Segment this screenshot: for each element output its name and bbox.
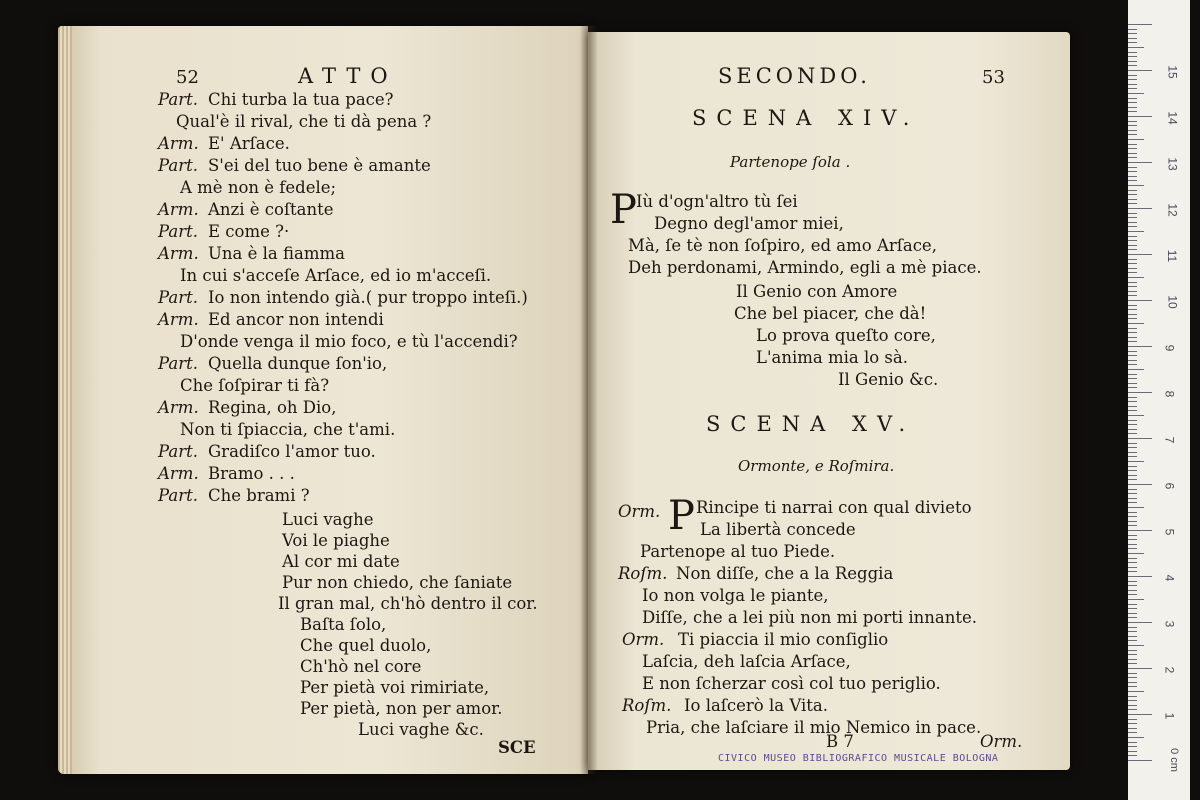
speaker: Arm. [158,244,199,263]
ruler-tick [1128,723,1137,724]
ruler-tick [1128,351,1137,352]
ruler-tick [1128,286,1137,287]
ruler-tick [1128,443,1137,444]
aria-line: Baſta ſolo, [300,615,387,634]
speaker: Part. [158,442,198,461]
page-edges [58,26,72,774]
ruler-tick [1128,714,1152,715]
ruler-tick [1128,489,1137,490]
verse-line: Partenope al tuo Piede. [640,542,836,561]
ruler-tick [1128,562,1137,563]
ruler-tick [1128,420,1137,421]
drop-cap: P [610,187,637,233]
ruler-tick [1128,355,1137,356]
verse-line: S'ei del tuo bene è amante [208,156,431,175]
ruler-tick [1128,535,1137,536]
ruler-tick [1128,732,1137,733]
ruler-tick [1128,153,1137,154]
ruler-number: 15 [1165,65,1180,79]
verse-line: Io non volga le piante, [642,586,829,605]
ruler-tick [1128,217,1137,218]
right-page [588,32,1070,770]
speaker: Arm. [158,310,199,329]
aria-line: Che bel piacer, che dà! [734,304,927,323]
ruler-tick [1128,760,1152,761]
ruler-tick [1128,470,1137,471]
ruler-number: 4 [1162,574,1177,582]
ruler-tick [1128,213,1137,214]
ruler-tick [1128,249,1137,250]
scene-heading: SCENA XV. [706,412,916,436]
ruler-tick [1128,498,1137,499]
ruler-tick [1128,203,1137,204]
ruler-tick [1128,116,1152,117]
ruler-tick [1128,654,1137,655]
library-stamp: CIVICO MUSEO BIBLIOGRAFICO MUSICALE BOLOGNA [718,753,999,764]
ruler-tick [1128,456,1137,457]
ruler-tick [1128,328,1137,329]
ruler-tick [1128,682,1137,683]
speaker: Part. [158,288,198,307]
ruler-tick [1128,346,1152,347]
ruler-number: 8 [1162,390,1177,398]
ruler-tick [1128,599,1144,600]
verse-line: Deh perdonami, Armindo, egli a mè piace. [628,258,982,277]
ruler-tick [1128,696,1137,697]
ruler-tick [1128,199,1137,200]
ruler-tick [1128,337,1137,338]
ruler-tick [1128,433,1137,434]
ruler-number: 11 [1165,249,1180,263]
ruler-tick [1128,139,1144,140]
ruler-tick [1128,429,1137,430]
ruler-number: 5 [1162,528,1177,536]
aria-line: Ch'hò nel core [300,657,422,676]
ruler-tick [1128,369,1144,370]
verse-line: Quella dunque ſon'io, [208,354,388,373]
ruler-tick [1128,755,1137,756]
ruler-tick [1128,263,1137,264]
ruler-tick [1128,401,1137,402]
ruler-tick [1128,245,1137,246]
ruler-tick [1128,544,1137,545]
ruler-tick [1128,700,1137,701]
ruler-tick [1128,604,1137,605]
ruler-tick [1128,111,1137,112]
ruler-tick [1128,576,1152,577]
ruler-tick [1128,502,1137,503]
ruler-tick [1128,236,1137,237]
ruler-tick [1128,539,1137,540]
running-head-right: SECONDO. [718,64,871,88]
ruler-tick [1128,558,1137,559]
ruler-number: 2 [1162,666,1177,674]
ruler-tick [1128,659,1137,660]
ruler-number: 12 [1165,203,1180,217]
ruler-tick [1128,332,1137,333]
ruler-tick [1128,314,1137,315]
speaker: Part. [158,222,198,241]
ruler-tick [1128,167,1137,168]
speaker: Part. [158,354,198,373]
verse-line: Qual'è il rival, che ti dà pena ? [176,112,432,131]
ruler-tick [1128,452,1137,453]
verse-line: Io laſcerò la Vita. [684,696,828,715]
ruler-tick [1128,309,1137,310]
ruler-tick [1128,208,1152,209]
verse-line: Non diſſe, che a la Reggia [676,564,894,583]
aria-line: Il gran mal, ch'hò dentro il cor. [278,594,538,613]
ruler-tick [1128,709,1137,710]
ruler-tick [1128,222,1137,223]
ruler-tick [1128,295,1137,296]
verse-line: D'onde venga il mio foco, e tù l'accendi? [180,332,518,351]
catchword-left: SCE [498,738,536,757]
ruler-tick [1128,134,1137,135]
ruler-tick [1128,148,1137,149]
ruler-tick [1128,627,1137,628]
ruler-tick [1128,268,1137,269]
speaker: Arm. [158,134,199,153]
ruler-tick [1128,493,1137,494]
speaker: Arm. [158,200,199,219]
ruler-tick [1128,617,1137,618]
ruler-tick [1128,259,1137,260]
ruler-tick [1128,226,1137,227]
ruler-tick [1128,650,1137,651]
ruler-tick [1128,631,1137,632]
measuring-ruler [1128,0,1190,800]
ruler-tick [1128,424,1137,425]
ruler-tick [1128,585,1137,586]
open-book [58,26,1070,774]
ruler-tick [1128,461,1144,462]
ruler-tick [1128,88,1137,89]
verse-line: Pria, che laſciare il mio Nemico in pace. [646,718,982,737]
ruler-tick [1128,190,1137,191]
aria-line: Luci vaghe [282,510,374,529]
ruler-tick [1128,548,1137,549]
ruler-tick [1128,581,1137,582]
verse-line: Io non intendo già.( pur troppo inteſi.) [208,288,528,307]
ruler-tick [1128,567,1137,568]
ruler-tick [1128,305,1137,306]
ruler-tick [1128,516,1137,517]
ruler-tick [1128,360,1137,361]
ruler-number: 13 [1165,157,1180,171]
ruler-number: 9 [1162,344,1177,352]
aria-line: Luci vaghe &c. [358,720,484,739]
verse-line: In cui s'acceſe Arſace, ed io m'acceſi. [180,266,492,285]
ruler-tick [1128,341,1137,342]
ruler-tick [1128,125,1137,126]
ruler-tick [1128,157,1137,158]
ruler-tick [1128,29,1137,30]
character-list: Ormonte, e Roſmira. [738,457,895,475]
ruler-tick [1128,56,1137,57]
ruler-tick [1128,65,1137,66]
ruler-tick [1128,668,1152,669]
verse-line: Che brami ? [208,486,310,505]
ruler-tick [1128,364,1137,365]
ruler-tick [1128,728,1137,729]
ruler-tick [1128,507,1144,508]
ruler-number: 7 [1162,436,1177,444]
left-page [58,26,588,774]
ruler-tick [1128,176,1137,177]
ruler-tick [1128,98,1137,99]
verse-line: Non ti ſpiaccia, che t'ami. [180,420,396,439]
ruler-tick [1128,751,1137,752]
aria-line: Lo prova queſto core, [756,326,936,345]
ruler-tick [1128,70,1152,71]
speaker: Part. [158,156,198,175]
ruler-tick [1128,231,1144,232]
ruler-tick [1128,530,1152,531]
ruler-number: 14 [1165,111,1180,125]
speaker: Orm. [622,630,665,649]
ruler-tick [1128,691,1144,692]
ruler-tick [1128,746,1137,747]
ruler-tick [1128,719,1137,720]
aria-line: L'anima mia lo sà. [756,348,908,367]
catchword-right: Orm. [980,732,1023,751]
ruler-tick [1128,254,1152,255]
verse-line: La libertà concede [700,520,856,539]
verse-line: Degno degl'amor miei, [654,214,844,233]
verse-line: Una è la fiamma [208,244,345,263]
ruler-tick [1128,640,1137,641]
ruler-tick [1128,52,1137,53]
verse-line: Bramo . . . [208,464,295,483]
drop-cap: P [668,493,695,539]
ruler-tick [1128,323,1144,324]
aria-line: Per pietà voi rimiriate, [300,678,490,697]
ruler-number: 6 [1162,482,1177,490]
ruler-tick [1128,608,1137,609]
ruler-tick [1128,383,1137,384]
verse-line: Anzi è coſtante [208,200,334,219]
speaker: Roſm. [618,564,668,583]
aria-line: Al cor mi date [282,552,400,571]
ruler-tick [1128,84,1137,85]
ruler-tick [1128,677,1137,678]
aria-line: Per pietà, non per amor. [300,699,503,718]
verse-line: E' Arſace. [208,134,290,153]
verse-line: Laſcia, deh laſcia Arſace, [642,652,851,671]
speaker: Arm. [158,464,199,483]
ruler-tick [1128,590,1137,591]
speaker: Roſm. [622,696,672,715]
signature-mark: B 7 [826,732,854,751]
ruler-tick [1128,171,1137,172]
ruler-tick [1128,194,1137,195]
verse-line: Iù d'ogn'altro tù ſei [636,192,798,211]
ruler-tick [1128,24,1152,25]
ruler-tick [1128,479,1137,480]
ruler-tick [1128,318,1137,319]
ruler-tick [1128,130,1137,131]
ruler-tick [1128,521,1137,522]
ruler-tick [1128,742,1137,743]
verse-line: Mà, ſe tè non ſoſpiro, ed amo Arſace, [628,236,937,255]
ruler-tick [1128,663,1137,664]
ruler-tick [1128,38,1137,39]
aria-line: Il Genio &c. [838,370,939,389]
speaker: Arm. [158,398,199,417]
verse-line: A mè non è fedele; [180,178,337,197]
verse-line: Chi turba la tua pace? [208,90,394,109]
ruler-tick [1128,553,1144,554]
ruler-tick [1128,180,1137,181]
speaker: Part. [158,90,198,109]
ruler-tick [1128,410,1137,411]
ruler-tick [1128,42,1137,43]
ruler-tick [1128,144,1137,145]
ruler-tick [1128,277,1144,278]
ruler-tick [1128,737,1144,738]
ruler-tick [1128,107,1137,108]
ruler-tick [1128,447,1137,448]
ruler-tick [1128,484,1152,485]
ruler-tick [1128,475,1137,476]
ruler-tick [1128,102,1137,103]
ruler-number: 1 [1162,712,1177,720]
ruler-tick [1128,622,1152,623]
ruler-tick [1128,397,1137,398]
ruler-tick [1128,79,1137,80]
ruler-tick [1128,272,1137,273]
aria-line: Il Genio con Amore [736,282,898,301]
page-number-left: 52 [176,67,199,88]
aria-line: Pur non chiedo, che ſaniate [282,573,513,592]
verse-line: E come ?· [208,222,290,241]
verse-line: Diſſe, che a lei più non mi porti innante. [642,608,977,627]
verse-line: Che ſoſpirar ti fà? [180,376,330,395]
verse-line: E non ſcherzar così col tuo periglio. [642,674,941,693]
ruler-tick [1128,415,1144,416]
ruler-number: 10 [1165,295,1180,309]
verse-line: Gradiſco l'amor tuo. [208,442,376,461]
ruler-tick [1128,525,1137,526]
ruler-tick [1128,636,1137,637]
ruler-tick [1128,185,1144,186]
ruler-tick [1128,705,1137,706]
verse-line: Regina, oh Dio, [208,398,337,417]
ruler-tick [1128,613,1137,614]
speaker: Part. [158,486,198,505]
verse-line: Ti piaccia il mio conſiglio [678,630,889,649]
ruler-tick [1128,466,1137,467]
aria-line: Voi le piaghe [282,531,390,550]
ruler-tick [1128,291,1137,292]
ruler-tick [1128,406,1137,407]
ruler-tick [1128,571,1137,572]
ruler-tick [1128,47,1144,48]
ruler-tick [1128,33,1137,34]
ruler-tick [1128,512,1137,513]
character-list: Partenope ſola . [730,153,851,171]
ruler-tick [1128,645,1144,646]
ruler-tick [1128,300,1152,301]
ruler-number: 3 [1162,620,1177,628]
speaker: Orm. [618,502,661,521]
ruler-tick [1128,673,1137,674]
ruler-tick [1128,93,1144,94]
verse-line: Ed ancor non intendi [208,310,384,329]
ruler-tick [1128,75,1137,76]
ruler-tick [1128,686,1137,687]
ruler-tick [1128,240,1137,241]
ruler-tick [1128,594,1137,595]
ruler-tick [1128,374,1137,375]
ruler-tick [1128,121,1137,122]
ruler-unit: 0 cm [1167,748,1180,772]
aria-line: Che quel duolo, [300,636,432,655]
ruler-tick [1128,387,1137,388]
ruler-tick [1128,378,1137,379]
scene-heading: SCENA XIV. [692,106,920,130]
ruler-tick [1128,162,1152,163]
page-number-right: 53 [982,67,1005,88]
ruler-tick [1128,61,1137,62]
book-gutter [580,26,598,774]
ruler-tick [1128,438,1152,439]
running-head-left: ATTO [298,64,398,88]
ruler-tick [1128,392,1152,393]
ruler-tick [1128,282,1137,283]
verse-line: Rincipe ti narrai con qual divieto [696,498,972,517]
